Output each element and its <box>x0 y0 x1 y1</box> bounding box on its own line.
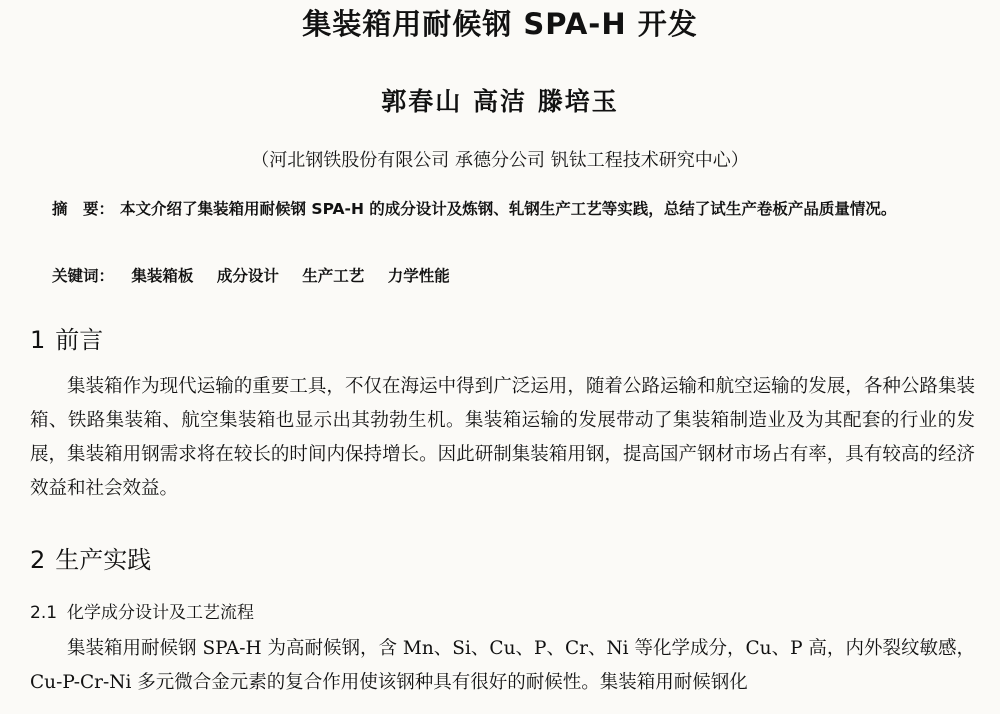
affiliation: （河北钢铁股份有限公司 承德分公司 钒钛工程技术研究中心） <box>251 150 749 171</box>
keyword: 集装箱板 <box>131 267 194 285</box>
keywords-label: 关键词： <box>52 267 115 285</box>
keyword: 生产工艺 <box>302 267 365 285</box>
keywords <box>52 264 977 286</box>
abstract-label: 摘 要： <box>52 200 115 218</box>
intro-paragraph: 集装箱作为现代运输的重要工具，不仅在海运中得到广泛运用，随着公路运输和航空运输的发展，各种公路集装箱、铁路集装箱、航空集装箱也显示出其勃勃生机。集装箱运输的发展带动了集装箱制造业及为其配套的行业的发展，集装箱用钢需求将在较长的时间内保持增长。因此研制集装箱用钢，提高国产钢材市场占有率，具有较高的经济效益和社会效益。 <box>30 376 975 499</box>
subsection-heading <box>30 598 254 623</box>
abstract <box>52 190 977 228</box>
keyword: 力学性能 <box>387 267 450 285</box>
section-title: 生产实践 <box>55 546 152 574</box>
keyword: 成分设计 <box>216 267 279 285</box>
section-heading-intro <box>30 320 103 355</box>
section-heading-practice <box>30 540 151 575</box>
subsection-title: 化学成分设计及工艺流程 <box>67 603 255 623</box>
abstract-text: 本文介绍了集装箱用耐候钢 SPA-H 的成分设计及炼钢、轧钢生产工艺等实践，总结了试生产卷板产品质量情况。 <box>120 200 897 218</box>
section-number: 2 <box>30 546 46 574</box>
subsection-number: 2.1 <box>30 603 58 623</box>
paper-title: 集装箱用耐候钢 SPA-H 开发 <box>302 7 698 41</box>
section-number: 1 <box>30 326 46 354</box>
chemistry-paragraph: 集装箱用耐候钢 SPA-H 为高耐候钢，含 Mn、Si、Cu、P、Cr、Ni 等化学成分，Cu、P 高，内外裂纹敏感，Cu-P-Cr-Ni 多元微合金元素的复合作用使该钢种具有很好的耐候性。集装箱用耐候钢化 <box>30 638 975 693</box>
section-title: 前言 <box>55 326 104 354</box>
author-list: 郭春山 高洁 滕培玉 <box>381 87 619 116</box>
